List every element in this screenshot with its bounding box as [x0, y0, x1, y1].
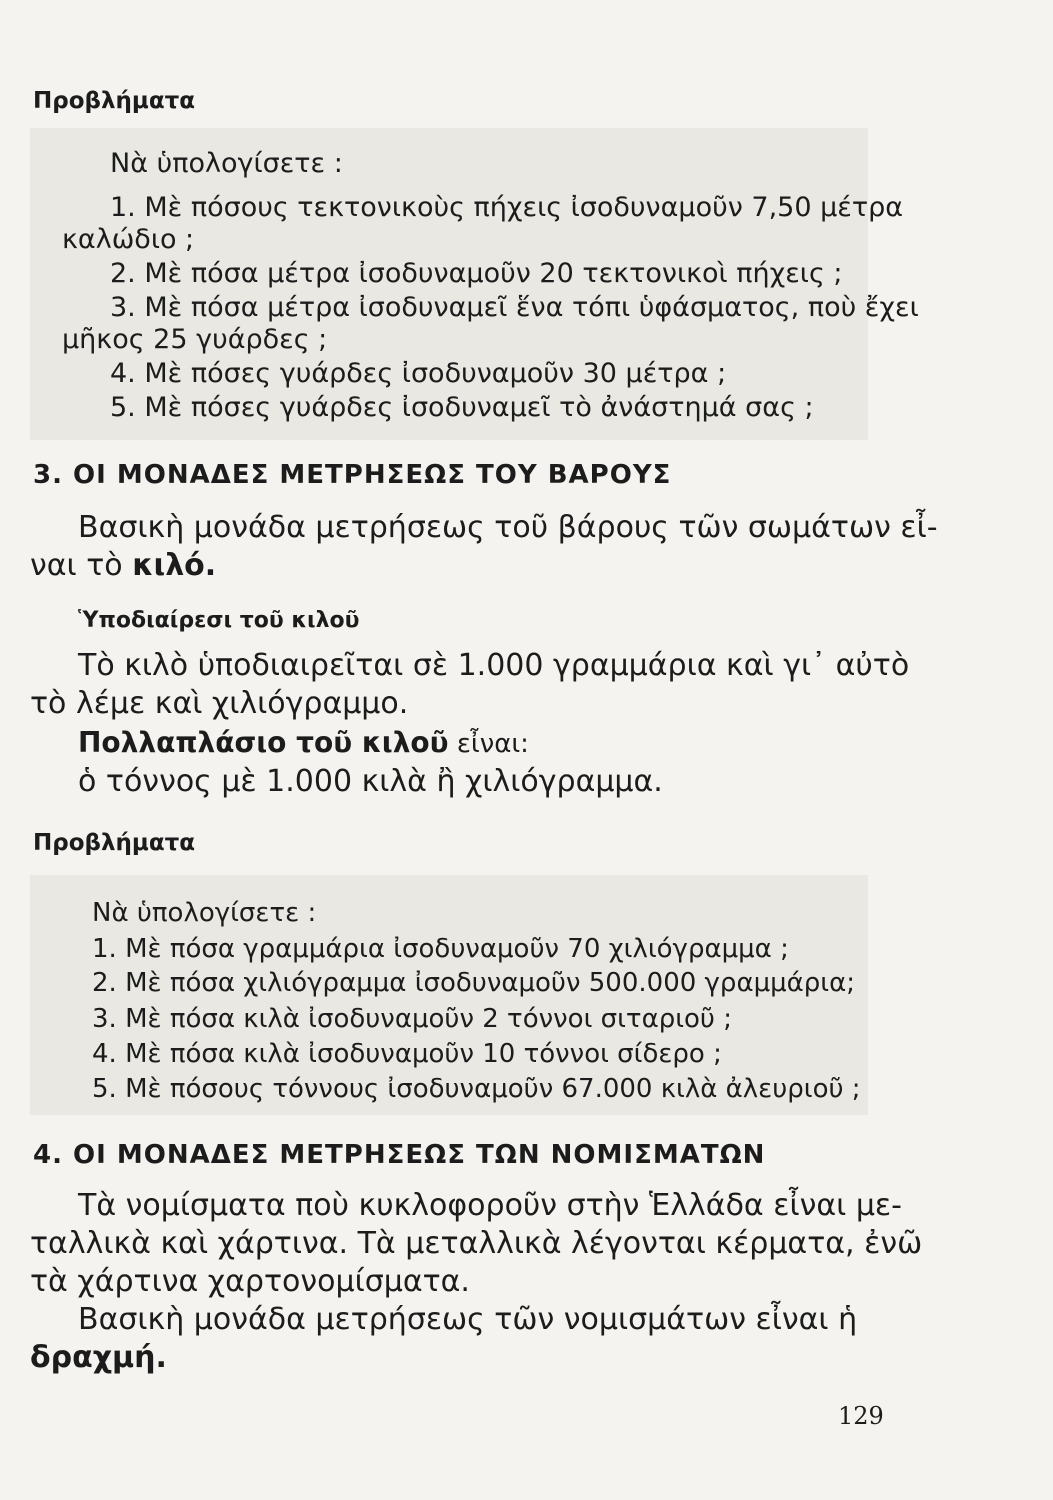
section-4-title: 4. ΟΙ ΜΟΝΑΔΕΣ ΜΕΤΡΗΣΕΩΣ ΤΩΝ ΝΟΜΙΣΜΑΤΩΝ: [33, 1140, 766, 1170]
problem-1-5: 5. Μὲ πόσες γυάρδες ἰσοδυναμεῖ τὸ ἀνάστημά σας ;: [110, 392, 814, 423]
problem-2-2: 2. Μὲ πόσα χιλιόγραμμα ἰσοδυναμοῦν 500.000 γραμμάρια;: [92, 968, 856, 998]
problem-1-3-cont: μῆκος 25 γυάρδες ;: [62, 324, 328, 355]
problems-heading-2: Προβλήματα: [33, 830, 196, 856]
multiple-line: Πολλαπλάσιο τοῦ κιλοῦ εἶναι:: [78, 726, 529, 759]
section-4-line-2: ταλλικὰ καὶ χάρτινα. Τὰ μεταλλικὰ λέγονται κέρματα, ἐνῶ: [30, 1226, 923, 1261]
section-3-title: 3. ΟΙ ΜΟΝΑΔΕΣ ΜΕΤΡΗΣΕΩΣ ΤΟΥ ΒΑΡΟΥΣ: [33, 460, 672, 490]
keyword-kilo: κιλό.: [132, 548, 217, 583]
keyword-drachma: δραχμή.: [30, 1340, 167, 1375]
problem-1-3: 3. Μὲ πόσα μέτρα ἰσοδυναμεῖ ἕνα τόπι ὑφάσματος, ποὺ ἔχει: [110, 292, 919, 323]
problem-1-2: 2. Μὲ πόσα μέτρα ἰσοδυναμοῦν 20 τεκτονικοὶ πήχεις ;: [110, 258, 843, 289]
problems-heading-1: Προβλήματα: [33, 88, 196, 114]
section-3-paragraph-line-1: Βασικὴ μονάδα μετρήσεως τοῦ βάρους τῶν σωμάτων εἶ-: [78, 510, 938, 545]
problems-intro-2: Νὰ ὑπολογίσετε :: [92, 898, 317, 928]
problem-2-3: 3. Μὲ πόσα κιλὰ ἰσοδυναμοῦν 2 τόννοι σιταριοῦ ;: [92, 1004, 732, 1034]
problem-2-4: 4. Μὲ πόσα κιλὰ ἰσοδυναμοῦν 10 τόννοι σίδερο ;: [92, 1039, 722, 1069]
section-4-line-1: Τὰ νομίσματα ποὺ κυκλοφοροῦν στὴν Ἑλλάδα εἶναι με-: [78, 1188, 902, 1223]
problem-1-1: 1. Μὲ πόσους τεκτονικοὺς πήχεις ἰσοδυναμοῦν 7,50 μέτρα: [110, 192, 904, 223]
subdivision-line-1: Τὸ κιλὸ ὑποδιαιρεῖται σὲ 1.000 γραμμάρια καὶ γι᾽ αὐτὸ: [78, 648, 910, 683]
multiple-heading: Πολλαπλάσιο τοῦ κιλοῦ: [78, 726, 449, 759]
page-number: 129: [838, 1402, 884, 1430]
section-3-paragraph-line-2: ναι τὸ κιλό.: [30, 548, 217, 583]
section-4-line-4: Βασικὴ μονάδα μετρήσεως τῶν νομισμάτων εἶναι ἡ: [78, 1302, 858, 1337]
problem-1-4: 4. Μὲ πόσες γυάρδες ἰσοδυναμοῦν 30 μέτρα ;: [110, 358, 727, 389]
problems-intro-1: Νὰ ὑπολογίσετε :: [110, 148, 343, 179]
problem-2-1: 1. Μὲ πόσα γραμμάρια ἰσοδυναμοῦν 70 χιλιόγραμμα ;: [92, 934, 789, 964]
ton-line: ὁ τόννος μὲ 1.000 κιλὰ ἢ χιλιόγραμμα.: [78, 764, 663, 799]
problem-1-1-cont: καλώδιο ;: [62, 224, 195, 255]
subdivision-line-2: τὸ λέμε καὶ χιλιόγραμμο.: [30, 686, 409, 721]
section-4-line-3: τὰ χάρτινα χαρτονομίσματα.: [30, 1264, 470, 1299]
subdivision-heading: Ὑποδιαίρεσι τοῦ κιλοῦ: [78, 608, 360, 633]
problem-2-5: 5. Μὲ πόσους τόννους ἰσοδυναμοῦν 67.000 κιλὰ ἀλευριοῦ ;: [92, 1074, 861, 1104]
